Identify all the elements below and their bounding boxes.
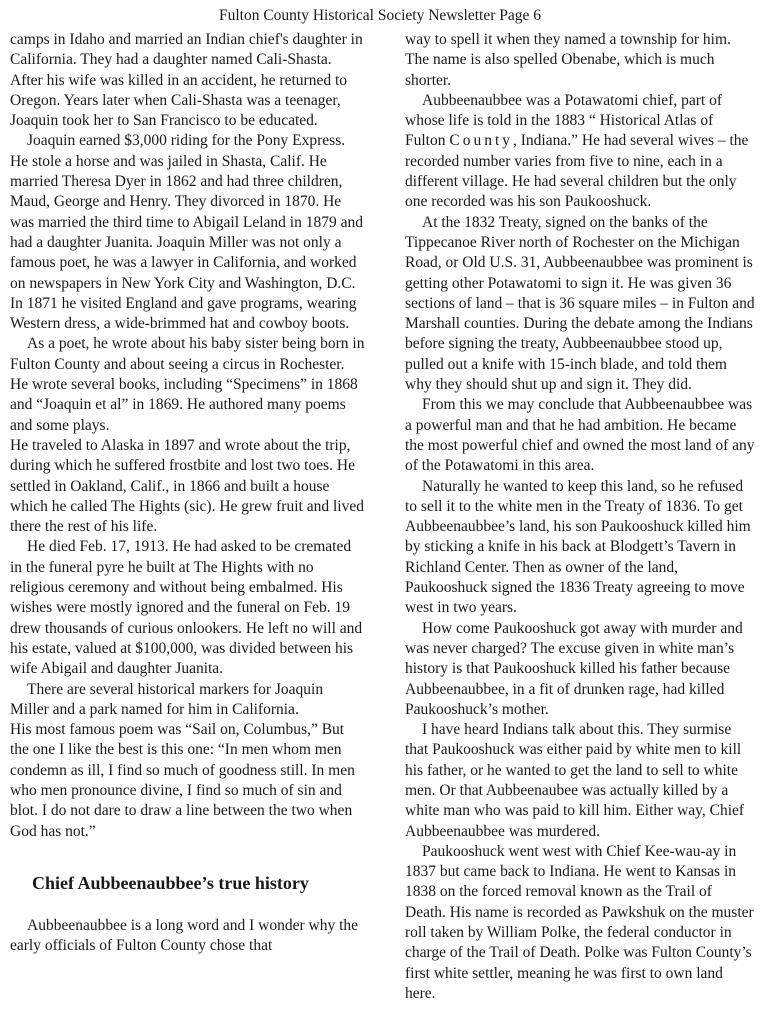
left-column [10, 30, 365, 956]
page-header: Fulton County Historical Society Newsletter Page 6 [218, 7, 541, 24]
paragraph: There are several historical markers for Joaquin Miller and a park named for him in California. [10, 680, 324, 718]
paragraph: He died Feb. 17, 1913. He had asked to be cremated in the funeral pyre he built at The Hights with no religious ceremony and without being embalmed. His wishes were mostly ignored and the funeral on Feb. 19 drew thousands of curious onlookers. He left no will and his estate, valued at $100,000, was divided between his wife Abigail and daughter Juanita. [10, 538, 363, 678]
spaced-text: County [449, 132, 514, 150]
paragraph: He traveled to Alaska in 1897 and wrote about the trip, during which he suffered frostbite and lost two toes. He settled in Oakland, Calif., in 1866 and built a house which he called The Hights (sic). He grew fruit and lived there the rest of his life. [10, 436, 364, 536]
paragraph: As a poet, he wrote about his baby sister being born in Fulton County and about seeing a circus in Rochester. He wrote several books, including “Specimens” in 1868 and “Joaquin et al” in 1869. He authored many poems and some plays. [10, 335, 365, 434]
paragraph: Aubbeenaubbee is a long word and I wonder why the early officials of Fulton County chose that [10, 916, 359, 955]
paragraph: Paukooshuck went west with Chief Kee-wau-ay in 1837 but came back to Indiana. He went to Kansas in 1838 on the forced removal known as the Trail of Death. His name is recorded as Pawkshuk on the muster roll taken by William Polke, the federal conductor in charge of the Trail of Death. Polke was Fulton County’s first white settler, meaning he was first to own land here. [405, 842, 754, 1002]
paragraph: Joaquin earned $3,000 riding for the Pony Express. He stole a horse and was jailed in Shasta, Calif. He married Theresa Dyer in 1862 and had three children, Maud, George and Henry. They divorced in 1870. He was married the third time to Abigail Leland in 1879 and had a daughter Juanita. Joaquin Miller was not only a famous poet, he was a lawyer in California, and worked on newspapers in New York City and Washington, D.C. In 1871 he visited England and gave programs, wearing Western dress, a wide-brimmed hat and cowboy boots. [10, 132, 363, 333]
paragraph: way to spell it when they named a township for him. The name is also spelled Obenabe, which is much shorter. [405, 31, 731, 89]
right-column [405, 30, 755, 1004]
section-heading: Chief Aubbeenaubbee’s true history [32, 872, 309, 893]
paragraph: Naturally he wanted to keep this land, so he refused to sell it to the white men in the Treaty of 1836. To get Aubbeenaubbee’s land, his son Paukooshuck killed him by sticking a knife in his back at Blodgett’s Tavern in Richland Center. Then as owner of the land, Paukooshuck signed the 1836 Treaty agreeing to move west in two years. [405, 477, 751, 617]
paragraph-text: Aubbeenaubbee was a Potawatomi chief, part of whose life is told in the 1883 “ Historical Atlas of Fulton [405, 91, 722, 150]
paragraph: From this we may conclude that Aubbeenaubbee was a powerful man and that he had ambition. He became the most powerful chief and owned the most land of any of the Potawatomi in this area. [405, 396, 755, 475]
paragraph: At the 1832 Treaty, signed on the banks of the Tippecanoe River north of Rochester on the Michigan Road, or Old U.S. 31, Aubbeenaubbee was prominent is getting other Potawatomi to sign it. He was given 36 sections of land – that is 36 square miles – in Fulton and Marshall counties. During the debate among the Indians before signing the treaty, Aubbeenaubbee stood up, pulled out a knife with 15-inch blade, and told them why they should shut up and sign it. They did. [405, 213, 755, 394]
paragraph: I have heard Indians talk about this. They surmise that Paukooshuck was either paid by white men to kill his father, or he wanted to get the land to sell to white men. Or that Aubbeenaubee was actually killed by a white man who was paid to kill him. Either way, Chief Aubbeenaubbee was murdered. [405, 721, 745, 840]
paragraph: camps in Idaho and married an Indian chief's daughter in California. They had a daughter named Cali-Shasta. After his wife was killed in an accident, he returned to Oregon. Years later when Cali-Shasta was a teenager, Joaquin took her to San Francisco to be educated. [10, 31, 363, 130]
paragraph: How come Paukooshuck got away with murder and was never charged? The excuse given in white man’s history is that Paukooshuck killed his father because Aubbeenaubbee, in a fit of drunken rage, had killed Paukooshuck’s mother. [405, 619, 743, 718]
paragraph-text: , Indiana.” He had several wives – the recorded number varies from five to nine, each in a different village. He had several children but the only one recorded was his son Paukooshuck. [405, 132, 749, 211]
paragraph [405, 91, 755, 213]
paragraph: His most famous poem was “Sail on, Columbus,” But the one I like the best is this one: “In men whom men condemn as ill, I find so much of goodness still. In men who men pronounce divine, I find so much of sin and blot. I do not dare to draw a line between the two when God has not.” [10, 721, 355, 840]
